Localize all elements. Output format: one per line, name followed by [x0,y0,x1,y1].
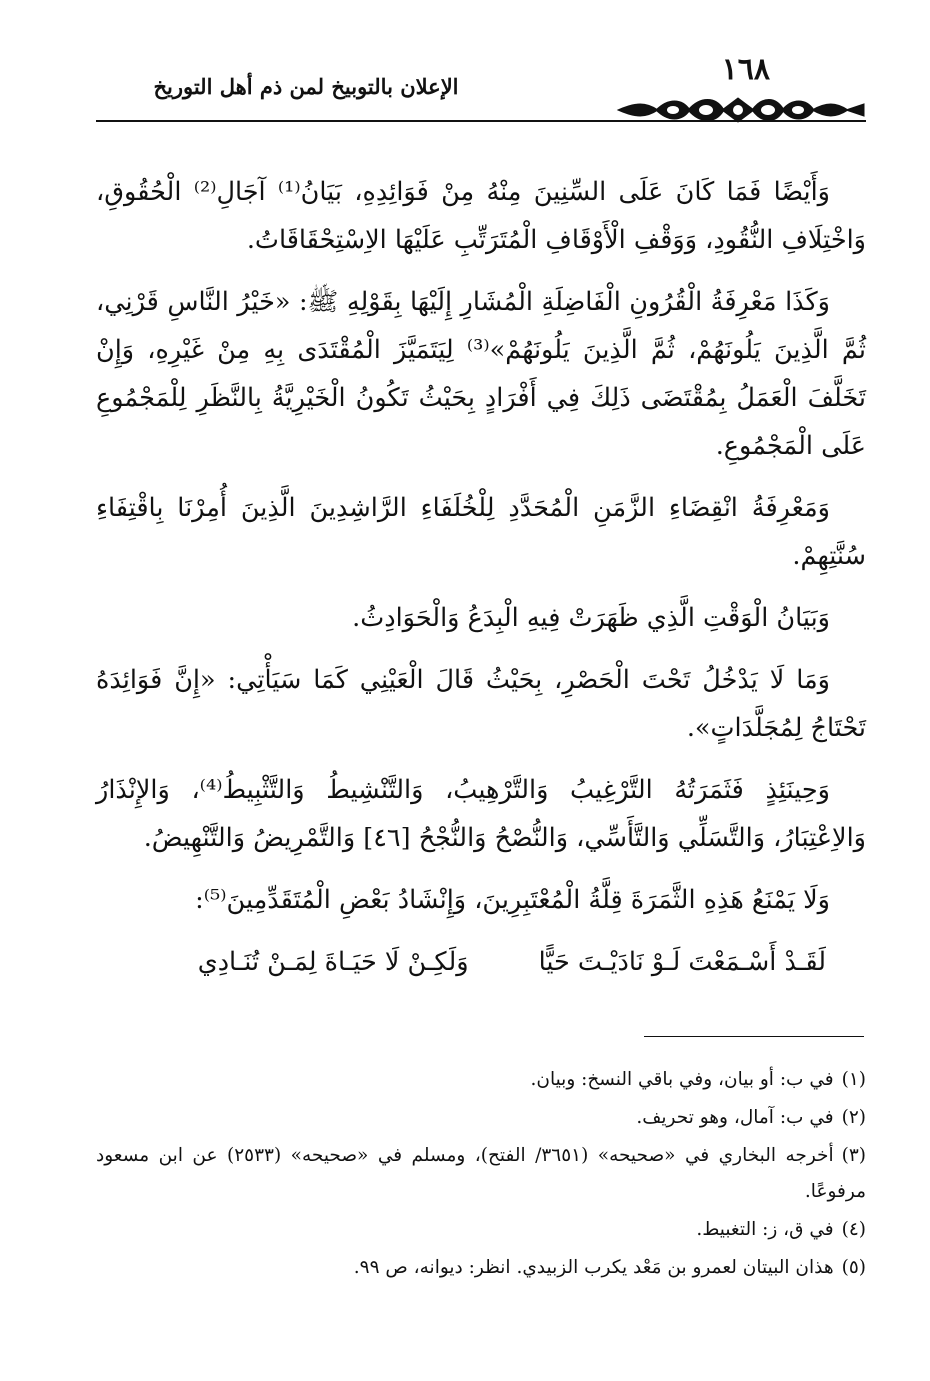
footnote-text: أخرجه البخاري في «صحيحه» (٣٦٥١/ الفتح)، ومسلم في «صحيحه» (٢٥٣٣) عن ابن مسعود مرفوعًا. [96,1145,866,1202]
footnotes [96,1062,866,1288]
footnote-number: (١) [841,1069,866,1090]
footnote-text: في ب: آمال، وهو تحريف. [636,1107,834,1128]
page-header [96,52,866,132]
floral-ornament-icon [616,92,866,128]
poem-verse [96,938,866,986]
paragraph: وَلَا يَمْنَعُ هَذِهِ الثَّمَرَةَ قِلَّةُ الْمُعْتَبِرِينَ، وَإِنْشَادُ بَعْضِ الْمُتَقَدِّمِينَ⁽⁵⁾: [195,885,830,915]
paragraph: وَأَيْضًا فَمَا كَانَ عَلَى السِّنِينَ مِنْهُ مِنْ فَوَائِدِهِ، بَيَانُ⁽¹⁾ آجَالِ⁽²⁾ الْحُقُوقِ، وَاخْتِلَافِ النُّقُودِ، وَوَقْفِ الْأَوْقَافِ الْمُتَرَتِّبِ عَلَيْهَا الاِسْتِحْقَاقَاتُ. [96,177,866,255]
paragraph: وَحِينَئِذٍ فَثَمَرَتُهُ التَّرْغِيبُ وَالتَّرْهِيبُ، وَالتَّنْشِيطُ وَالتَّثْبِيطُ⁽⁴⁾، وَالإِنْذَارُ وَالاِعْتِبَارُ، وَالتَّسَلِّي وَالتَّأَسِّي، وَالنُّصْحُ وَالنُّجْحُ [٤٦] وَالتَّمْرِيضُ وَالتَّنْهِيضُ. [96,775,866,853]
footnote [96,1138,866,1210]
footnote [96,1212,866,1248]
footnote [96,1100,866,1136]
paragraph: وَكَذَا مَعْرِفَةُ الْقُرُونِ الْفَاضِلَةِ الْمُشَارِ إِلَيْهَا بِقَوْلِهِ ﷺ: «خَيْرُ النَّاسِ قَرْنِي، ثُمَّ الَّذِينَ يَلُونَهُمْ، ثُمَّ الَّذِينَ يَلُونَهُمْ»⁽³⁾ لِيَتَمَيَّزَ الْمُقْتَدَى بِهِ مِنْ غَيْرِهِ، وَإِنْ تَخَلَّفَ الْعَمَلُ بِمُقْتَضَى ذَلِكَ فِي أَفْرَادٍ بِحَيْثُ تَكُونُ الْخَيْرِيَّةُ بِالنَّظَرِ لِلْمَجْمُوعِ عَلَى الْمَجْمُوعِ. [96,287,866,461]
paragraph: وَمَعْرِفَةُ انْقِضَاءِ الزَّمَنِ الْمُحَدَّدِ لِلْخُلَفَاءِ الرَّاشِدِينَ الَّذِينَ أُمِرْنَا بِاقْتِفَاءِ سُنَّتِهِمْ. [96,493,866,571]
footnote-text: في ب: أو بيان، وفي باقي النسخ: وبيان. [530,1069,834,1090]
page-number: ١٦٨ [721,52,770,87]
verse-first-hemistich: لَقَـدْ أَسْـمَعْتَ لَـوْ نَادَيْـتَ حَيًّا [538,947,826,977]
footnote [96,1062,866,1098]
footnote-number: (٣) [841,1145,866,1166]
running-title: الإعلان بالتوبيخ لمن ذم أهل التوريخ [153,74,459,99]
footnote [96,1250,866,1286]
footnote-text: هذان البيتان لعمرو بن مَعْد يكرب الزبيدي. انظر: ديوانه، ص ٩٩. [353,1257,834,1278]
paragraph: وَمَا لَا يَدْخُلُ تَحْتَ الْحَصْرِ، بِحَيْثُ قَالَ الْعَيْنِي كَمَا سَيَأْتِي: «إِنَّ فَوَائِدَهُ تَحْتَاجُ لِمُجَلَّدَاتٍ». [96,665,866,743]
verse-second-hemistich: وَلَكِـنْ لَا حَيَـاةَ لِمَـنْ تُنَـادِي [197,947,469,977]
header-rule [96,120,866,122]
main-text [96,168,866,986]
footnote-separator [644,1036,864,1037]
footnote-number: (٤) [841,1219,866,1240]
footnote-number: (٥) [841,1257,866,1278]
footnote-number: (٢) [841,1107,866,1128]
paragraph: وَبَيَانُ الْوَقْتِ الَّذِي ظَهَرَتْ فِيهِ الْبِدَعُ وَالْحَوَادِثُ. [352,603,830,633]
footnote-text: في ق، ز: التغبيط. [696,1219,834,1240]
